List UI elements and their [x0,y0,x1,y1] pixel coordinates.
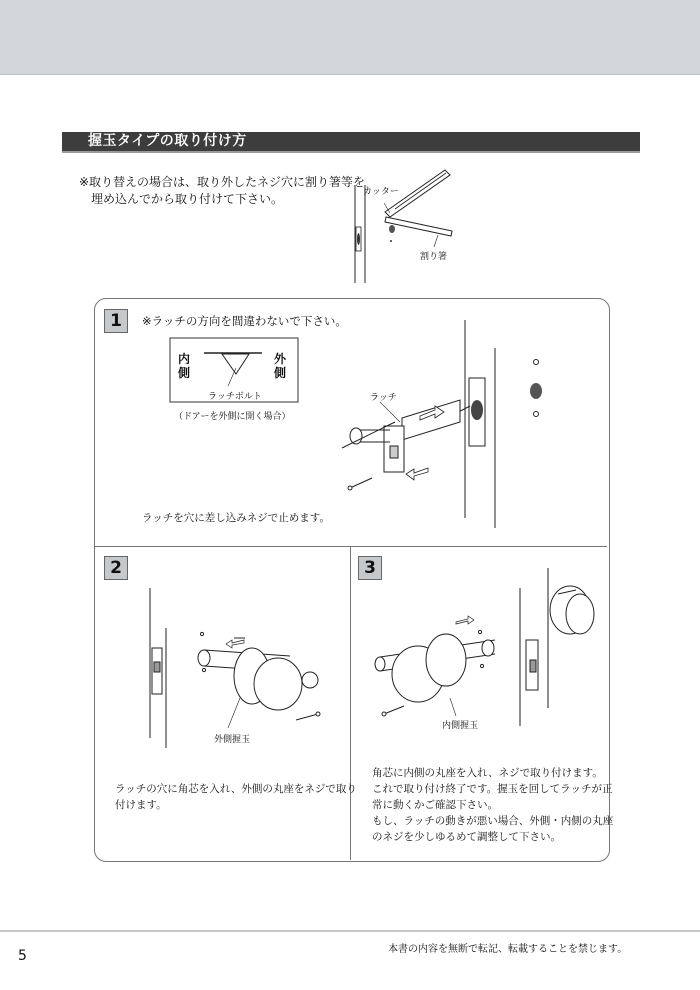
latch-bolt-label: ラッチボルト [208,392,262,402]
outside-label: 外 側 [274,352,287,380]
step-1-number: 1 [104,309,128,333]
cutter-label: カッター [363,187,399,197]
panel-divider-horizontal [95,546,607,547]
replacement-note [79,174,369,208]
outside-knob-label: 外側握玉 [214,735,251,745]
step-3-number: 3 [358,556,382,580]
inside-knob-label: 内側握玉 [442,721,479,731]
latch-label: ラッチ [370,393,397,403]
copyright-notice: 本書の内容を無断で転記、転載することを禁じます。 [388,944,628,955]
step-3-instruction: 角芯に内側の丸座を入れ、ネジで取り付けます。 これで取り付け終了です。握玉を回してラッチが正 常に動くかご確認下さい。 もし、ラッチの動きが悪い場合、外側・内側の丸座 のネジを少しゆるめて調整して下さい。 [372,767,614,843]
note-line-2: 埋め込んでから取り付けて下さい。 [91,192,284,206]
page-number: 5 [18,948,27,964]
chopstick-illustration [340,165,470,285]
header-band [0,0,700,75]
panel-divider-vertical [350,547,351,860]
step-2-instruction: ラッチの穴に角芯を入れ、外側の丸座をネジで取り 付けます。 [115,783,357,811]
section-title: 握玉タイプの取り付け方 [88,133,247,149]
section-title-bar [62,132,640,153]
step-1-heading: ※ラッチの方向を間違わないで下さい。 [142,314,347,328]
chopstick-label: 割り箸 [420,252,448,262]
inside-label: 内 側 [178,352,191,380]
step-1-instruction: ラッチを穴に差し込みネジで止めます。 [142,512,330,524]
outside-knob-illustration [140,588,340,748]
step-2-number: 2 [104,556,128,580]
note-line-1: ※取り替えの場合は、取り外したネジ穴に割り箸等を [79,175,366,189]
door-opening-caption: （ドアーを外側に開く場合） [174,412,291,422]
inside-knob-illustration [370,568,600,728]
latch-install-illustration [340,318,570,528]
footer-divider [0,930,700,932]
